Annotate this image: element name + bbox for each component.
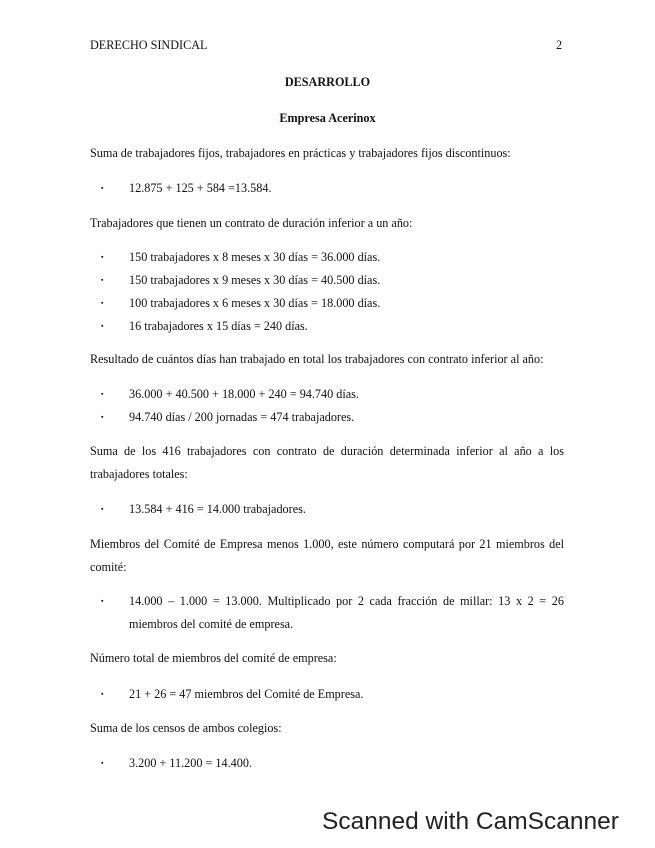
list-total-workers bbox=[90, 498, 564, 521]
bullet-icon: ▪ bbox=[101, 184, 104, 192]
camscanner-watermark: Scanned with CamScanner bbox=[322, 808, 619, 835]
paragraph-total-workers: Suma de los 416 trabajadores con contrato de duración determinada inferior al año a los trabajadores totales: bbox=[90, 444, 564, 481]
list-workers-sum bbox=[90, 177, 564, 200]
paragraph-committee-total: Número total de miembros del comité de empresa: bbox=[90, 651, 337, 665]
bullet-icon: ▪ bbox=[101, 276, 104, 284]
list-days-total bbox=[90, 383, 564, 429]
list-item bbox=[90, 177, 564, 200]
paragraph-days-total: Resultado de cuántos días han trabajado en total los trabajadores con contrato inferior al año: bbox=[90, 352, 544, 366]
list-item-text: 94.740 días / 200 jornadas = 474 trabajadores. bbox=[129, 410, 355, 424]
list-item bbox=[90, 292, 564, 315]
bullet-icon: ▪ bbox=[101, 505, 104, 513]
page-number: 2 bbox=[556, 38, 563, 52]
list-item-text: 150 trabajadores x 9 meses x 30 días = 40.500 días. bbox=[129, 273, 381, 287]
list-item-text: 14.000 – 1.000 = 13.000. Multiplicado por 2 cada fracción de millar: 13 x 2 = 26 miembros del comité de empresa. bbox=[129, 594, 564, 631]
list-item-text: 3.200 + 11.200 = 14.400. bbox=[129, 756, 252, 770]
list-item-text: 150 trabajadores x 8 meses x 30 días = 36.000 días. bbox=[129, 250, 381, 264]
subsection-heading: Empresa Acerinox bbox=[279, 111, 376, 125]
paragraph-census-sum: Suma de los censos de ambos colegios: bbox=[90, 721, 282, 735]
list-item bbox=[90, 246, 564, 269]
list-item bbox=[90, 752, 564, 775]
running-head: DERECHO SINDICAL bbox=[90, 38, 208, 52]
list-item bbox=[90, 590, 564, 636]
list-item-text: 12.875 + 125 + 584 =13.584. bbox=[129, 181, 272, 195]
bullet-icon: ▪ bbox=[101, 299, 104, 307]
paragraph-short-contracts: Trabajadores que tienen un contrato de duración inferior a un año: bbox=[90, 216, 413, 230]
list-item bbox=[90, 406, 564, 429]
list-committee-members bbox=[90, 590, 564, 636]
bullet-icon: ▪ bbox=[101, 322, 104, 330]
list-item bbox=[90, 498, 564, 521]
list-item bbox=[90, 315, 564, 338]
bullet-icon: ▪ bbox=[101, 413, 104, 421]
list-item-text: 21 + 26 = 47 miembros del Comité de Empresa. bbox=[129, 687, 364, 701]
section-heading: DESARROLLO bbox=[284, 75, 371, 89]
paragraph-committee-members: Miembros del Comité de Empresa menos 1.000, este número computará por 21 miembros del comité: bbox=[90, 537, 564, 574]
bullet-icon: ▪ bbox=[101, 597, 104, 605]
bullet-icon: ▪ bbox=[101, 690, 104, 698]
list-item-text: 16 trabajadores x 15 días = 240 días. bbox=[129, 319, 308, 333]
list-item bbox=[90, 683, 564, 706]
list-item bbox=[90, 269, 564, 292]
bullet-icon: ▪ bbox=[101, 390, 104, 398]
list-item bbox=[90, 383, 564, 406]
list-item-text: 13.584 + 416 = 14.000 trabajadores. bbox=[129, 502, 306, 516]
list-item-text: 100 trabajadores x 6 meses x 30 días = 18.000 días. bbox=[129, 296, 381, 310]
bullet-icon: ▪ bbox=[101, 759, 104, 767]
list-item-text: 36.000 + 40.500 + 18.000 + 240 = 94.740 días. bbox=[129, 387, 359, 401]
bullet-icon: ▪ bbox=[101, 253, 104, 261]
list-short-contracts bbox=[90, 246, 564, 338]
list-census-sum bbox=[90, 752, 564, 775]
paragraph-workers-sum: Suma de trabajadores fijos, trabajadores en prácticas y trabajadores fijos discontinuos: bbox=[90, 146, 511, 160]
list-committee-total bbox=[90, 683, 564, 706]
